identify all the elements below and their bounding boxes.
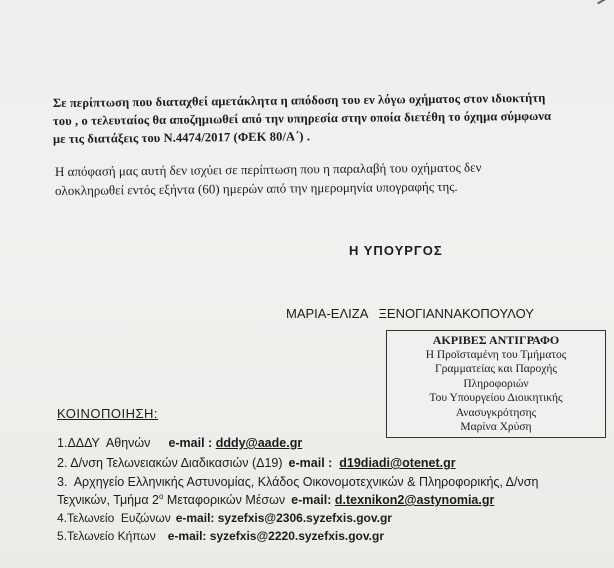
recipient-email-link[interactable]: d.texnikon2@astynomia.gr — [334, 493, 495, 508]
recipient-org-cont: Μεταφορικών Μέσων — [163, 493, 286, 508]
para1-line1: Σε περίπτωση που διαταχθεί αμετάκλητα η απόδοση του εν λόγω οχήματος στον ιδιοκτήτη — [52, 90, 546, 110]
email-label: e-mail: — [291, 493, 335, 508]
recipient-number: 4. — [57, 511, 68, 525]
recipient-email-link[interactable]: syzefxis@2220.syzefxis.gov.gr — [209, 529, 385, 543]
signature-name: ΜΑΡΙΑ-ΕΛΙΖΑ ΞΕΝΟΓΙΑΝΝΑΚΟΠΟΥΛΟΥ — [286, 306, 534, 321]
copy-box-signer: Μαρίνα Χρύση — [460, 421, 532, 433]
recipient-3-line1 — [57, 475, 538, 489]
certified-copy-box — [386, 330, 606, 438]
copy-box-line: Γραμματείας και Παροχής — [435, 363, 557, 375]
para2-line2: ολοκληρωθεί εντός εξήντα (60) ημερών από την ημερομηνία υπογραφής της. — [54, 178, 458, 198]
recipient-5 — [57, 529, 384, 543]
copy-box-line: Η Προϊσταμένη του Τμήματος — [425, 348, 567, 361]
recipient-4 — [57, 511, 392, 525]
para1-line2: του , ο τελευταίος θα αποζημιωθεί από την υπηρεσία στην οποία διετέθη το όχημα σύμφωνα — [52, 108, 552, 128]
recipient-number: 2. — [57, 456, 71, 470]
copy-box-line: Πληροφοριών — [463, 377, 529, 390]
recipient-number: 1. — [57, 436, 68, 450]
email-label: e-mail: — [167, 529, 210, 543]
recipient-org-cont: Τεχνικών, Τμήμα 2 — [57, 493, 159, 508]
recipient-org: Τελωνείο Κήπων — [67, 529, 156, 543]
email-label: e-mail: — [175, 511, 218, 525]
copy-box-line: Του Υπουργείου Διοικητικής — [429, 392, 563, 404]
corner-mark — [597, 0, 607, 4]
recipient-number: 3. — [57, 475, 74, 489]
recipient-org: Τελωνείο Ευζώνων — [67, 511, 171, 525]
signature-role: Η ΥΠΟΥΡΓΟΣ — [349, 243, 443, 258]
copy-box-line: Ανασυγκρότησης — [455, 406, 537, 419]
recipients-heading: ΚΟΙΝΟΠΟΙΗΣΗ: — [57, 406, 159, 421]
email-label: e-mail : — [288, 456, 340, 470]
recipient-org: Δ/νση Τελωνειακών Διαδικασιών (Δ19) — [70, 456, 283, 470]
copy-box-title: ΑΚΡΙΒΕΣ ΑΝΤΙΓΡΑΦΟ — [432, 333, 560, 347]
email-label: e-mail : — [168, 436, 216, 450]
recipient-org: Αρχηγείο Ελληνικής Αστυνομίας, Κλάδος Οικονομοτεχνικών & Πληροφορικής, Δ/νση — [73, 475, 539, 489]
recipient-2 — [57, 456, 456, 470]
recipient-email-link[interactable]: dddy@aade.gr — [215, 436, 303, 450]
recipient-1 — [57, 436, 302, 450]
para1-line3: με τις διατάξεις του Ν.4474/2017 (ΦΕΚ 80/Α΄) . — [52, 129, 311, 146]
recipient-3-line2 — [57, 492, 494, 507]
recipient-org: ΔΔΔΥ Αθηνών — [67, 436, 151, 450]
recipient-email-link[interactable]: d19diadi@otenet.gr — [339, 456, 456, 470]
recipient-email-link[interactable]: syzefxis@2306.syzefxis.gov.gr — [217, 511, 392, 525]
recipient-number: 5. — [57, 529, 68, 543]
ordinal-superscript: ο — [158, 492, 164, 501]
para2-line1: Η απόφασή μας αυτή δεν ισχύει σε περίπτωση που η παραλαβή του οχήματος δεν — [54, 159, 482, 179]
